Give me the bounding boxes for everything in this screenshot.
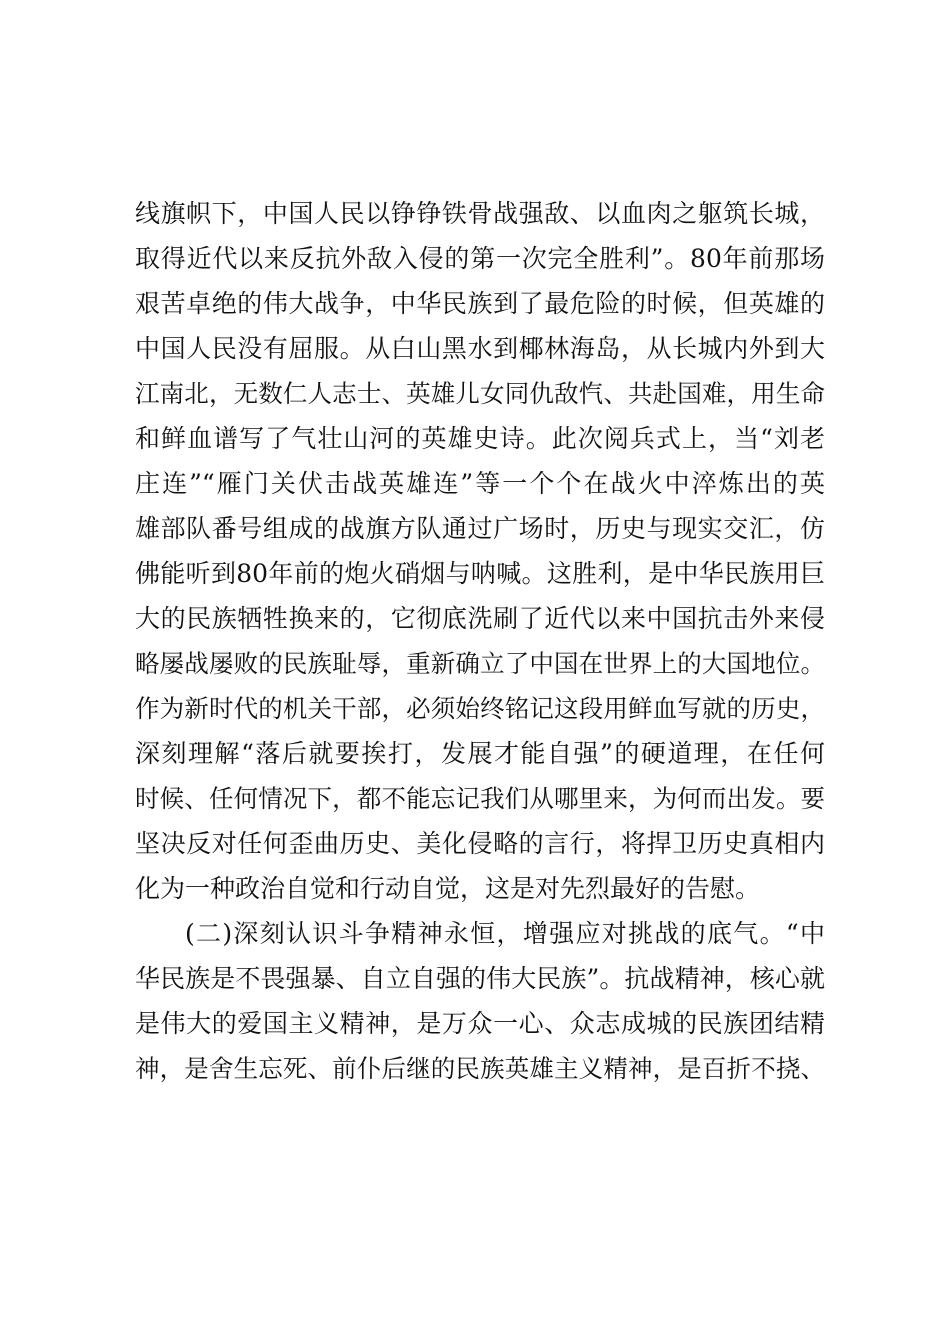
text-line: 神，是舍生忘死、前仆后继的民族英雄主义精神，是百折不挠、 [135,1054,825,1083]
text-line: 佛能听到80年前的炮火硝烟与呐喊。这胜利，是中华民族用巨 [135,559,825,588]
text-line: 和鲜血谱写了气壮山河的英雄史诗。此次阅兵式上，当“刘老 [135,424,825,453]
text-line: 是伟大的爱国主义精神，是万众一心、众志成城的民族团结精 [135,1009,825,1038]
text-line: 大的民族牺牲换来的，它彻底洗刷了近代以来中国抗击外来侵 [135,604,825,633]
text-line: 艰苦卓绝的伟大战争，中华民族到了最危险的时候，但英雄的 [135,289,825,318]
paragraph-end-line: 化为一种政治自觉和行动自觉，这是对先烈最好的告慰。 [135,874,761,903]
body-text [135,191,825,1091]
text-line: 庄连”“雁门关伏击战英雄连”等一个个在战火中淬炼出的英 [135,469,825,498]
text-line: 华民族是不畏强暴、自立自强的伟大民族”。抗战精神，核心就 [135,964,825,993]
text-line: 坚决反对任何歪曲历史、美化侵略的言行，将捍卫历史真相内 [135,829,825,858]
text-line: 江南北，无数仁人志士、英雄儿女同仇敌忾、共赴国难，用生命 [135,379,825,408]
text-line: 时候、任何情况下，都不能忘记我们从哪里来，为何而出发。要 [135,784,825,813]
section-heading-line: (二)深刻认识斗争精神永恒，增强应对挑战的底气。“中 [185,919,825,948]
text-line: 略屡战屡败的民族耻辱，重新确立了中国在世界上的大国地位。 [135,649,825,678]
text-line: 雄部队番号组成的战旗方队通过广场时，历史与现实交汇，仿 [135,514,825,543]
text-line: 中国人民没有屈服。从白山黑水到椰林海岛，从长城内外到大 [135,334,825,363]
text-line: 作为新时代的机关干部，必须始终铭记这段用鲜血写就的历史， [135,694,825,723]
text-line: 取得近代以来反抗外敌入侵的第一次完全胜利”。80年前那场 [135,244,825,273]
text-line: 深刻理解“落后就要挨打，发展才能自强”的硬道理，在任何 [135,739,825,768]
text-line: 线旗帜下，中国人民以铮铮铁骨战强敌、以血肉之躯筑长城， [135,199,825,228]
